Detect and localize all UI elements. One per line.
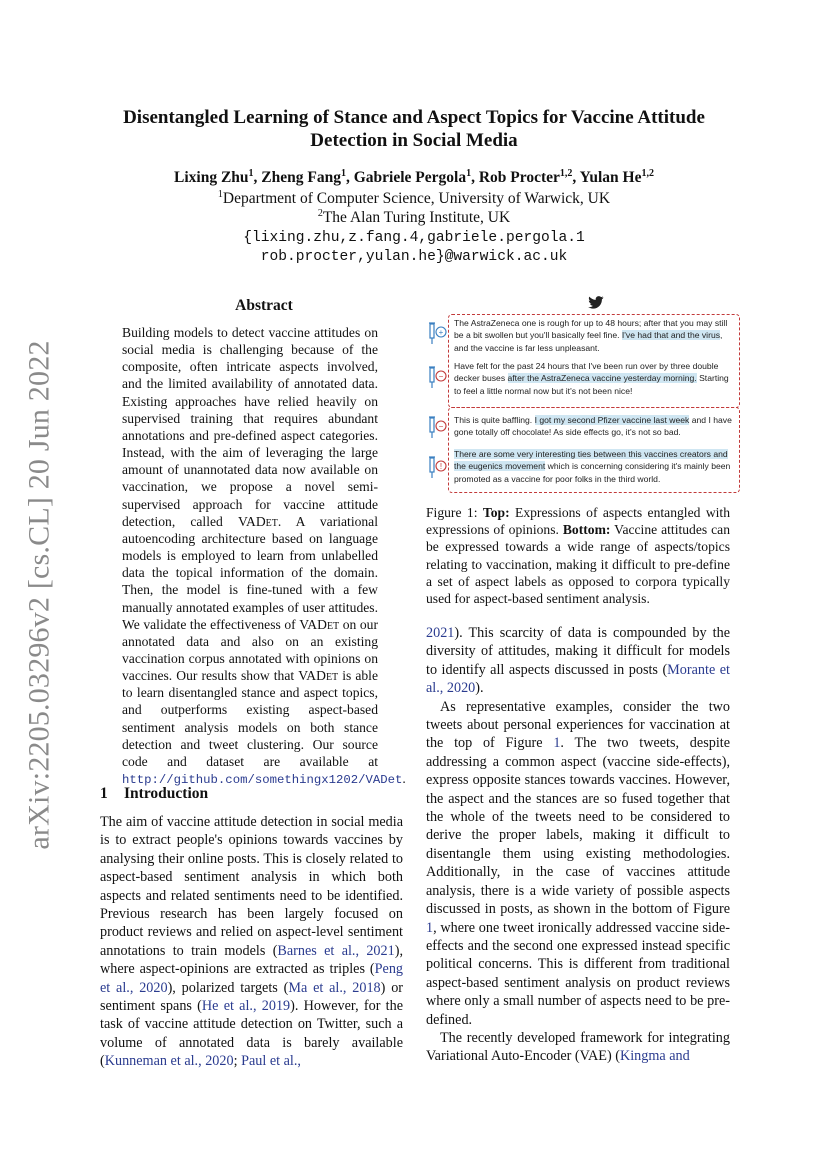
citation-link[interactable]: Ma et al., 2018: [288, 979, 381, 996]
code-link[interactable]: http://github.com/somethingx1202/VADet: [122, 773, 403, 788]
tweet-text: This is quite baffling. I got my second Pfizer vaccine last week and I have gone totally off chocolate! As side effects go, it's not so bad.: [454, 415, 732, 438]
citation-link[interactable]: Barnes et al., 2021: [277, 942, 395, 959]
affiliation: $^2$The Alan Turing Institute, UK: [317, 207, 511, 226]
author-list: Lixing Zhu$^1$, Zheng Fang$^1$, Gabriele Pergola$^1$, Rob Procter$^{1,2}$, Yulan He$^{1,2}$: [174, 167, 654, 186]
arxiv-identifier: arXiv:2205.03296v2 [cs.CL] 20 Jun 2022: [23, 340, 57, 850]
svg-text:−: −: [438, 422, 444, 431]
author: Rob Procter: [478, 169, 560, 186]
citation-link[interactable]: Morante et al., 2020: [426, 661, 730, 697]
figure-ref-link[interactable]: 1: [426, 919, 434, 936]
author: Gabriele Pergola: [353, 169, 467, 186]
section-heading: 1 Introduction: [100, 785, 209, 802]
author-email: rob.procter,yulan.he}@warwick.ac.uk: [260, 249, 568, 265]
paper-title: Disentangled Learning of Stance and Aspect Topics for Vaccine Attitude Detection in Social Media: [123, 107, 705, 151]
tweet-text: There are some very interesting ties between this vaccines creators and the eugenics movement which is concerning considering it's mainly been promoted as a vaccine for poor folks in the third world.: [454, 449, 731, 484]
author-email: {lixing.zhu,z.fang.4,gabriele.pergola.1: [243, 230, 585, 246]
citation-link[interactable]: 2021: [426, 625, 455, 641]
citation-link[interactable]: Kunneman et al., 2020: [104, 1053, 234, 1070]
intro-text: The aim of vaccine attitude detection in social media is to extract people's opinions towards vaccines by analysing their online posts. This is closely related to aspect-based sentiment analysis in which both aspects and related sentiments need to be identified. Previous research has been largely focused on product reviews and relied on aspect-level sentiment annotations to train models (Barnes et al., 2021), where aspect-opinions are extracted as triples (Peng et al., 2020), polarized targets (Ma et al., 2018) or sentiment spans (He et al., 2019). However, for the task of vaccine attitude detection on Twitter, such a volume of annotated data is barely available (Kunneman et al., 2020; Paul et al.,: [100, 814, 404, 1070]
svg-text:−: −: [438, 372, 444, 381]
figure-ref-link[interactable]: 1: [553, 735, 561, 752]
figure-1: [426, 296, 738, 494]
svg-text:+: +: [438, 328, 444, 337]
abstract-text: Building models to detect vaccine attitudes on social media is challenging because of the composite, often intricate aspects involved, and the limited availability of annotated data. Existing approaches have relied heavily on supervised training that requires abundant annotations and pre-defined aspect categories. Instead, with the aim of leveraging the large amount of unannotated data now available on vaccination, we propose a novel semi-supervised approach for vaccine attitude detection, called VADet. A variational autoencoding architecture based on language models is employed to learn from unlabelled data the topical information of the domain. Then, the model is fine-tuned with a few manually annotated examples of user attitudes. We validate the effectiveness of VADet on our annotated data and also on an existing vaccination corpus annotated with opinions on vaccines. Our results show that VADet is able to learn disentangled stance and aspect topics, and outperforms existing aspect-based sentiment analysis models on both stance detection and tweet clustering. Our source code and dataset are available at http://github.com/somethingx1202/VADet.: [122, 325, 406, 788]
vaccine-concern-icon: [426, 454, 448, 480]
vaccine-negative-icon: [426, 414, 448, 440]
citation-link[interactable]: Peng et al., 2020: [100, 961, 403, 996]
author: Yulan He: [579, 169, 642, 186]
author: Lixing Zhu: [174, 169, 249, 186]
citation-link[interactable]: Paul et al.,: [241, 1053, 301, 1070]
abstract-heading: Abstract: [235, 297, 293, 314]
body-text-right: 2021). This scarcity of data is compounded by the diversity of attitudes, making it difficult for models to identify all aspects discussed in posts (Morante et al., 2020). As representative examples, consider the two tweets about personal experiences for vaccination at the top of Figure 1. The two tweets, despite addressing a common aspect (vaccine side-effects), express opposite stances towards vaccines. However, the aspect and the stances are so fused together that the whole of the tweets need to be considered to derive the proper labels, making it difficult to disentangle them using existing methodologies. Additionally, in the case of vaccines attitude analysis, there is a wide variety of possible aspects discussed in posts, as shown in the bottom of Figure 1, where one tweet ironically addressed vaccine side-effects and the second one expressed instead specific political concerns. This is different from traditional aspect-based sentiment analysis on product reviews where only a small number of aspects need to be pre-defined. The recently developed framework for integrating Variational Auto-Encoder (VAE) (Kingma and: [426, 625, 730, 1065]
affiliation: $^1$Department of Computer Science, University of Warwick, UK: [217, 188, 611, 207]
twitter-bird-icon: [588, 296, 604, 309]
tweet-text: Have felt for the past 24 hours that I've been run over by three double decker buses after the AstraZeneca vaccine yesterday morning. Starting to feel a little normal now but it's not been nice!: [454, 361, 729, 396]
citation-link[interactable]: Kingma and: [619, 1048, 690, 1065]
vaccine-positive-icon: [426, 320, 448, 346]
figure-caption: Figure 1: Top: Expressions of aspects entangled with expressions of opinions. Bottom: Vaccine attitudes can be expressed towards a wide range of aspects/topics relating to vaccination, making it difficult to pre-define a set of aspect labels as opposed to corpora typically used for aspect-based sentiment analysis.: [426, 505, 730, 607]
tweet-text: The AstraZeneca one is rough for up to 48 hours; after that you may still be a bit swollen but you'll basically feel fine. I've had that and the virus, and the vaccine is far less unpleasant.: [454, 318, 728, 353]
author: Zheng Fang: [261, 169, 341, 186]
svg-text:!: !: [439, 462, 443, 471]
vaccine-negative-icon: [426, 364, 448, 390]
citation-link[interactable]: He et al., 2019: [201, 998, 291, 1015]
